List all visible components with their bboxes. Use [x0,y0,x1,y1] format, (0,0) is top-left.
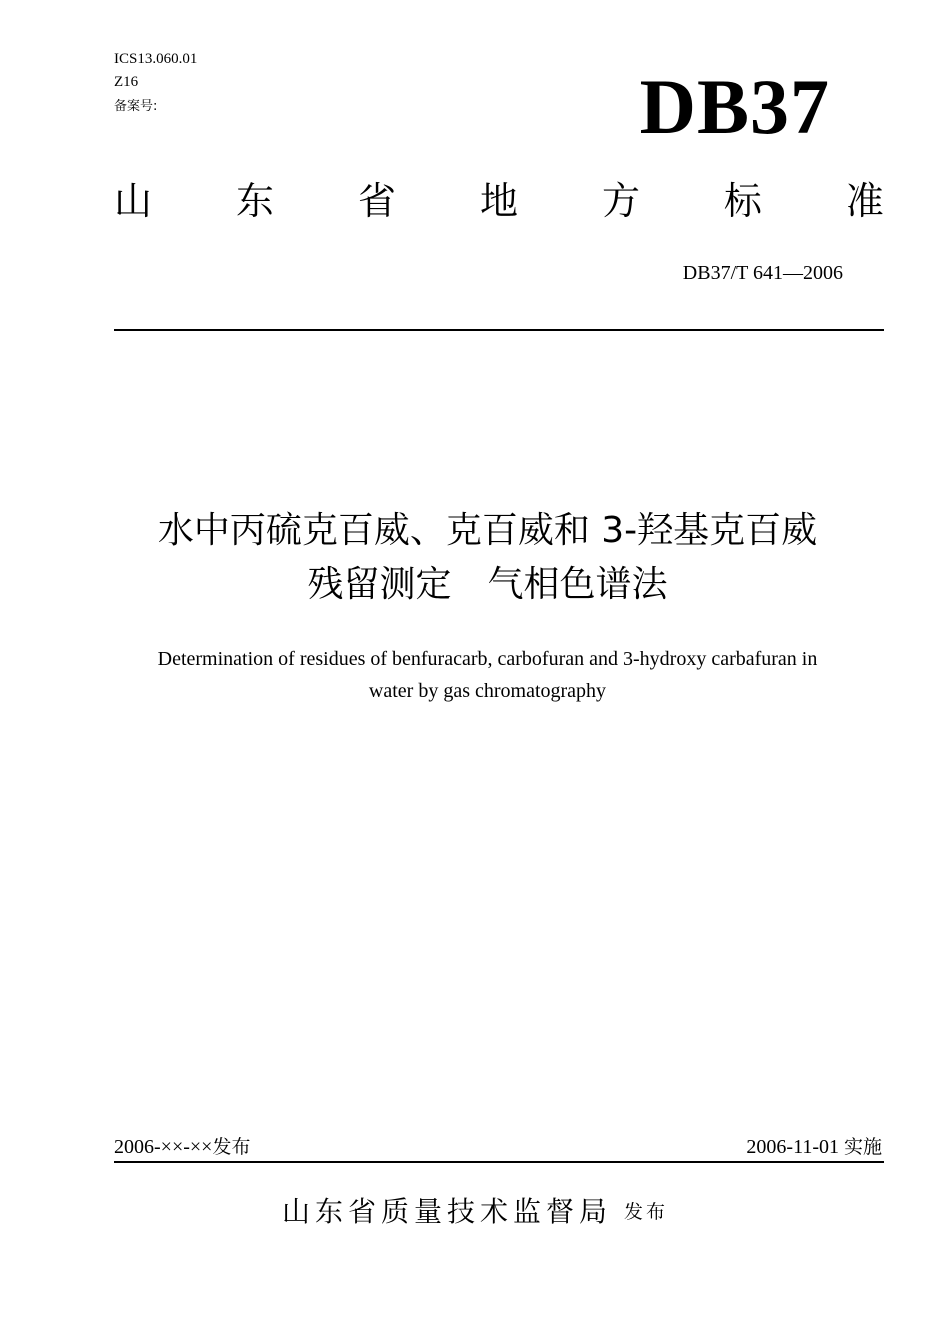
title-en-line-2: water by gas chromatography [368,680,607,702]
filing-number-label: 备案号: [114,99,158,114]
implement-date: 2006-11-01 [746,1136,839,1158]
standard-type-char: 地 [479,179,518,223]
issuer-suffix: 发布 [624,1200,669,1223]
standard-type-char: 东 [235,179,274,223]
standard-number: DB37/T 641—2006 [682,262,843,284]
standard-type-char: 方 [601,179,640,223]
standard-code-logo: DB37 [639,63,830,150]
publish-date: 2006-××-×× [114,1136,213,1158]
implement-date-line [746,1134,882,1160]
standard-type-char: 山 [114,179,153,223]
title-cn-line-2: 残留测定 气相色谱法 [307,564,668,605]
publish-date-line [114,1134,250,1160]
standard-type-heading [114,176,884,226]
standard-type-char: 省 [357,179,396,223]
issuer-name: 山东省质量技术监督局 [281,1195,612,1228]
title-cn-line-1: 水中丙硫克百威、克百威和 3-羟基克百威 [157,510,818,551]
footer-divider [114,1161,884,1163]
issuer-line [0,1190,950,1230]
standard-type-char: 标 [723,179,762,223]
ccs-code: Z16 [114,74,139,90]
title-en-line-1: Determination of residues of benfuracarb, carbofuran and 3-hydroxy carbafuran in [157,648,818,670]
ics-code: ICS13.060.01 [114,51,198,67]
header-divider [114,329,884,331]
standard-type-char: 准 [845,179,884,223]
implement-label: 实施 [843,1136,882,1158]
publish-label: 发布 [212,1136,251,1158]
